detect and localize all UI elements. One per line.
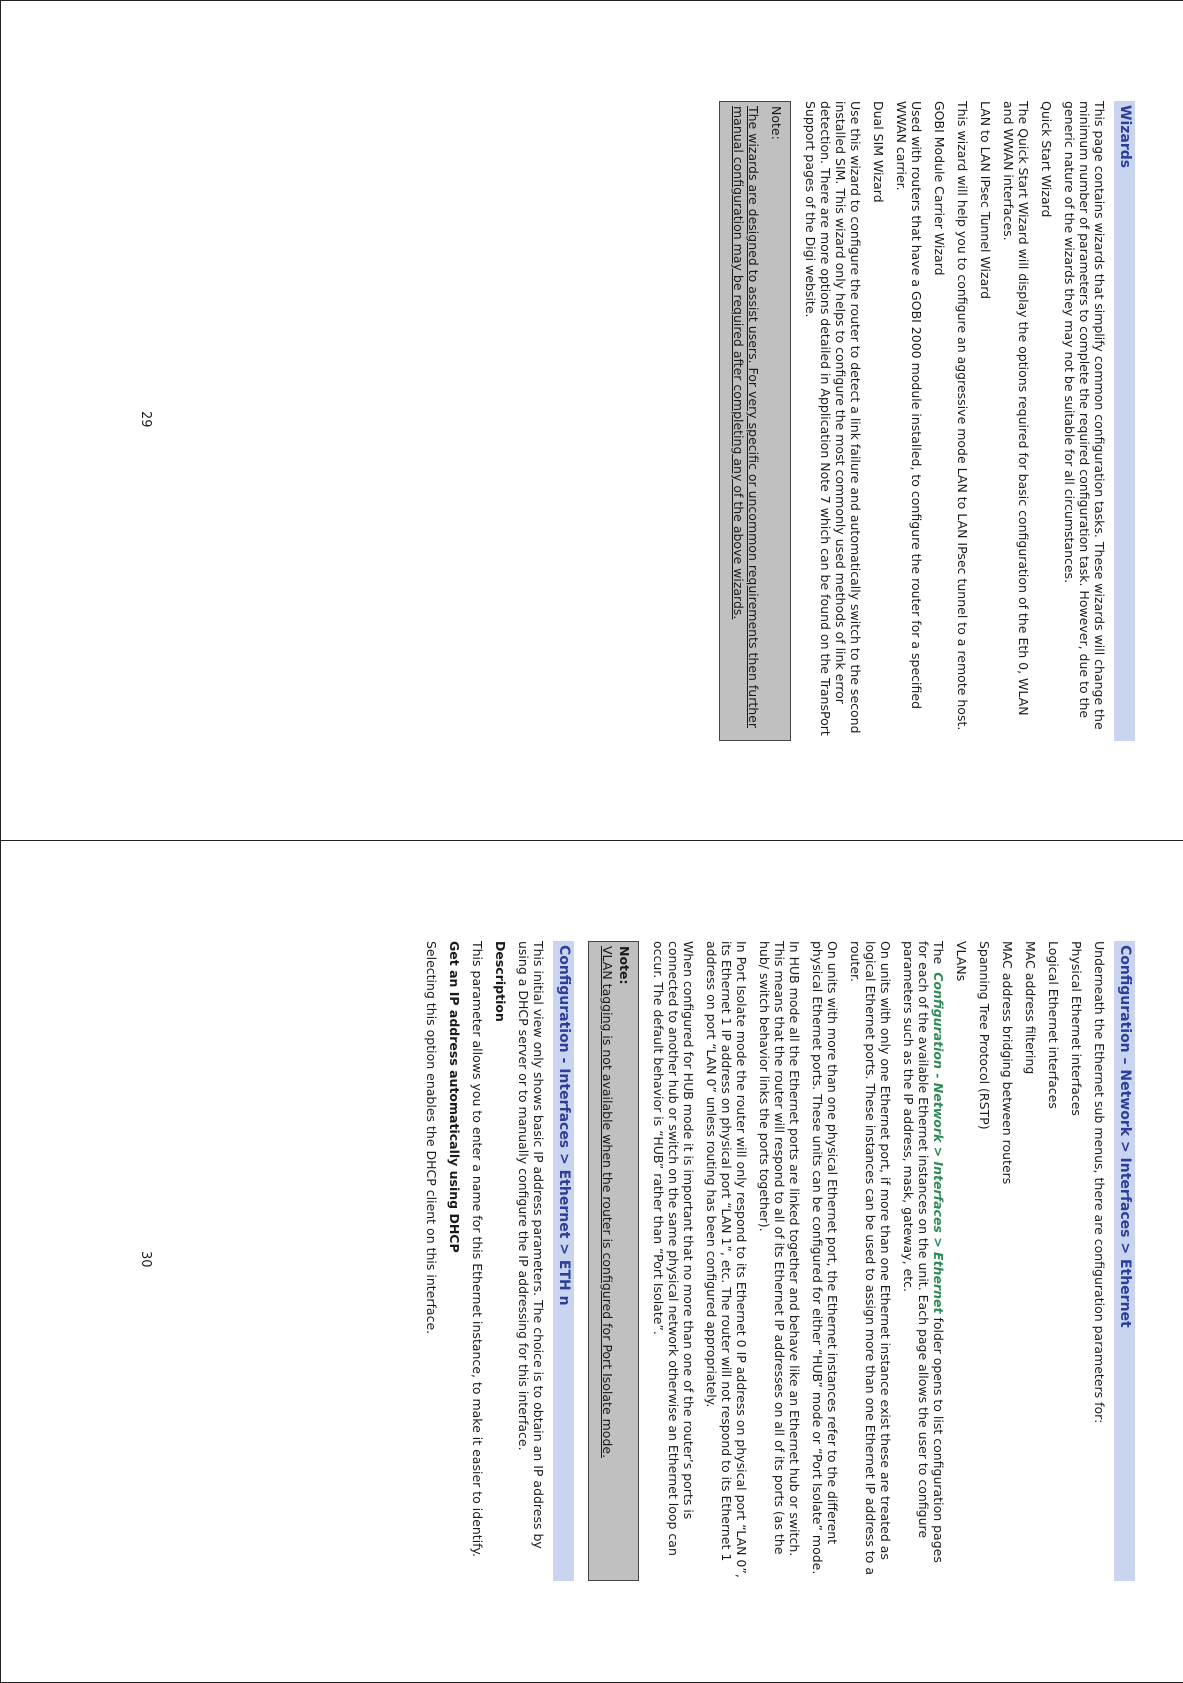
note-label: Note: bbox=[617, 946, 632, 985]
ethernet-heading: Configuration – Network > Interfaces > Ethernet bbox=[1114, 941, 1135, 1581]
gobi-text: Used with routers that have a GOBI 2000 module installed, to configure the router for a specified WWAN carrier. bbox=[894, 101, 924, 710]
wizards-note bbox=[719, 101, 791, 741]
vlan-note bbox=[588, 941, 639, 1581]
dual-sim-title: Dual SIM Wizard bbox=[871, 101, 886, 203]
page-30-column bbox=[416, 941, 1135, 1581]
quick-start-title: Quick Start Wizard bbox=[1039, 101, 1054, 218]
page-29-column bbox=[709, 101, 1135, 741]
dhcp-term: Get an IP address automatically using DHCP bbox=[447, 941, 462, 1253]
quick-start-text: The Quick Start Wizard will display the options required for basic configuration of the Eth 0, WLAN and WWAN interfaces. bbox=[1001, 101, 1031, 716]
list-item: Logical Ethernet interfaces bbox=[1046, 941, 1061, 1109]
body-paragraph: When configured for HUB mode it is important that no more than one of the router’s ports is connected to another hub or switch on the same physical network otherwise an Ethernet loop can occur. The default behavior is “HUB” rather than “Port Isolate”. bbox=[651, 941, 696, 1556]
dual-sim-text: Use this wizard to configure the router to detect a link failure and automatically switch to the second installed SIM. This wizard only helps to configure the most commonly used methods of link error detection. There are more options detailed in Application Note 7 which can be found on the TransPort Support pages of the Digi website. bbox=[803, 101, 863, 736]
page-30-content bbox=[1, 841, 1183, 1682]
note-label: Note: bbox=[769, 106, 784, 140]
eth-n-heading: Configuration - Interfaces > Ethernet > ETH n bbox=[553, 941, 574, 1581]
gobi-title: GOBI Module Carrier Wizard bbox=[932, 101, 947, 276]
list-item: MAC address bridging between routers bbox=[1000, 941, 1015, 1185]
lan-to-lan-title: LAN to LAN IPsec Tunnel Wizard bbox=[978, 101, 993, 300]
eth-n-intro: This initial view only shows basic IP address parameters. The choice is to obtain an IP address by using a DHCP server or to manually configure the IP addressing for this interface. bbox=[516, 941, 546, 1549]
menu-path-link[interactable]: Configuration - Network > Interfaces > Ethernet bbox=[931, 972, 946, 1314]
ethernet-intro: Underneath the Ethernet sub menus, there are configuration parameters for: bbox=[1092, 941, 1107, 1424]
dhcp-text: Selecting this option enables the DHCP client on this interface. bbox=[424, 941, 439, 1335]
list-item: Physical Ethernet interfaces bbox=[1069, 941, 1084, 1116]
page-30 bbox=[0, 840, 1183, 1683]
page-29-content bbox=[1, 1, 1183, 841]
menu-path-paragraph bbox=[901, 941, 946, 1581]
list-item: MAC address filtering bbox=[1023, 941, 1038, 1075]
list-item: VLANs bbox=[954, 941, 969, 982]
lan-to-lan-text: This wizard will help you to configure an aggressive mode LAN to LAN IPsec tunnel to a remote host. bbox=[955, 101, 970, 731]
wizards-heading: Wizards bbox=[1114, 101, 1135, 741]
note-text: The wizards are designed to assist users. For very specific or uncommon requirements then further manual configuration may be required after completing any of the above wizards. bbox=[731, 106, 761, 728]
page-number: 29 bbox=[138, 411, 153, 428]
description-text: This parameter allows you to enter a name for this Ethernet instance, to make it easier to identify. bbox=[470, 941, 485, 1557]
body-paragraph: On units with only one Ethernet port, if more than one Ethernet instance exist these are treated as logical Ethernet ports. These instances can be used to assign more than one Ethernet IP address to a router. bbox=[848, 941, 893, 1576]
wizards-intro: This page contains wizards that simplify common configuration tasks. These wizards will change the minimum number of parameters to complete the required configuration task. However, due to the generic nature of the wizards they may not be suitable for all circumstances. bbox=[1062, 101, 1107, 730]
page-number: 30 bbox=[138, 1251, 153, 1268]
note-text: VLAN tagging is not available when the router is configured for Port Isolate mode. bbox=[600, 946, 615, 1459]
paragraph-lead: The bbox=[931, 941, 946, 965]
description-term: Description bbox=[493, 941, 508, 1022]
body-paragraph: In Port Isolate mode the router will only respond to its Ethernet 0 IP address on physical port “LAN 0”, its Ethernet 1 IP address on physical port “LAN 1”, etc. The router will not respond to its Ethernet 1 address on port “LAN 0” unless routing has been configured appropriately. bbox=[704, 941, 749, 1578]
body-paragraph: On units with more than one physical Ethernet port, the Ethernet instances refer to the different physical Ethernet ports. These units can be configured for either “HUB” mode or “Port Isolate” mode. bbox=[810, 941, 840, 1575]
list-item: Spanning Tree Protocol (RSTP) bbox=[977, 941, 992, 1130]
body-paragraph: In HUB mode all the Ethernet ports are linked together and behave like an Ethernet hub or switch. This means that the router will respond to all of its Ethernet IP addresses on all of its ports (as the hub/ switch behavior links the ports together). bbox=[757, 941, 802, 1557]
paragraph-rest: folder opens to list configuration pages for each of the available Ethernet instances on the unit. Each page allows the user to configure parameters such as the IP address, mask, gateway, etc. bbox=[901, 941, 946, 1563]
